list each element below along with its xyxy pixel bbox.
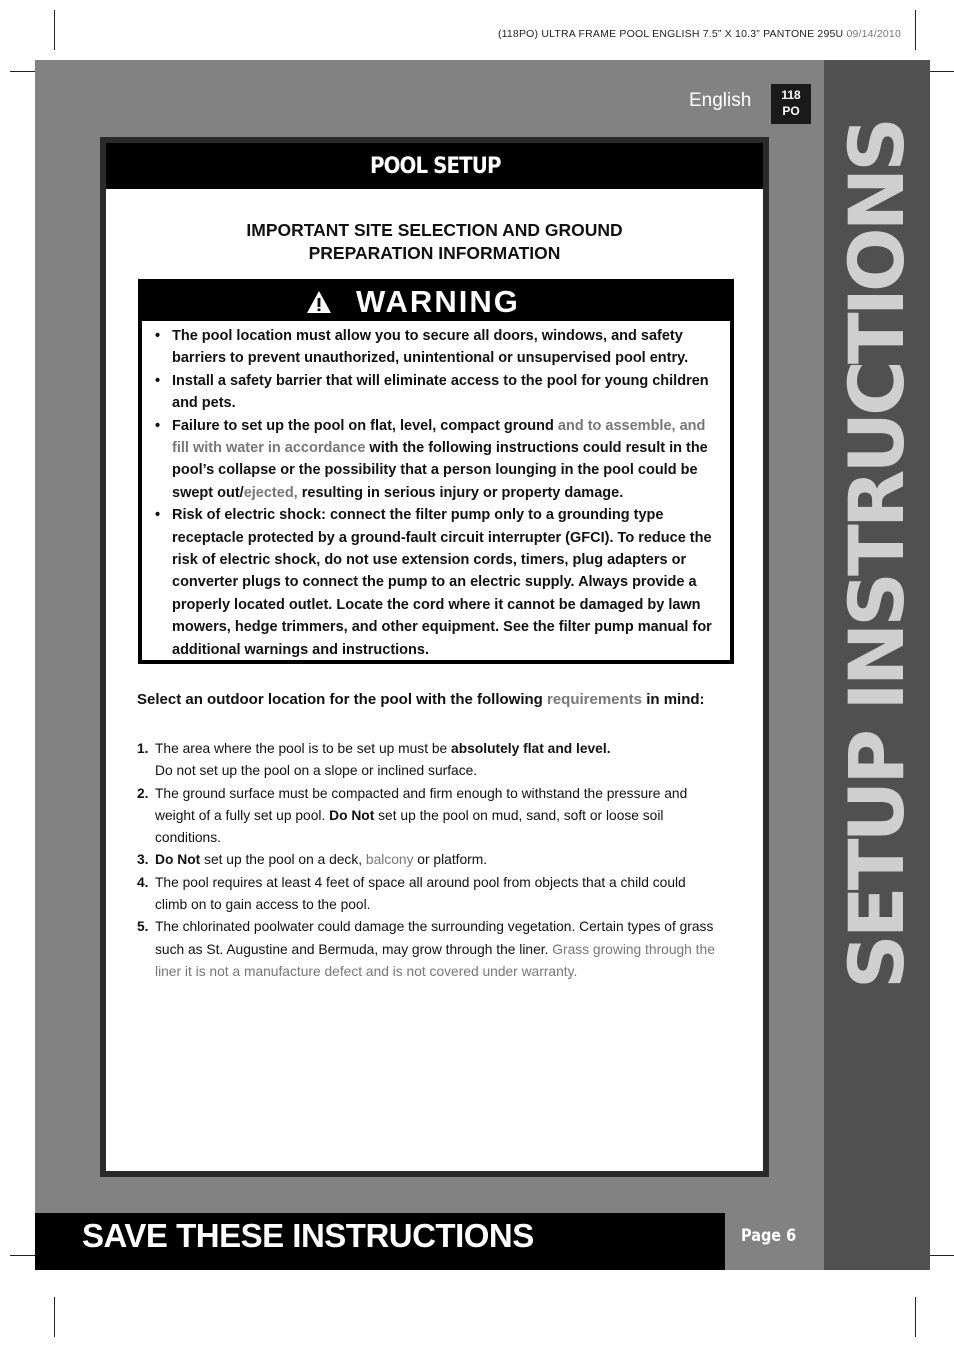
subtitle-line2: PREPARATION INFORMATION bbox=[308, 243, 561, 263]
side-strip bbox=[824, 60, 930, 1270]
requirement-text-muted: balcony bbox=[365, 852, 414, 868]
crop-mark bbox=[915, 10, 916, 50]
requirement-number: 4. bbox=[137, 874, 149, 890]
subtitle bbox=[106, 219, 763, 265]
warning-list bbox=[152, 325, 722, 661]
content-panel bbox=[100, 137, 769, 1177]
language-label: English bbox=[689, 90, 752, 111]
footer-bar bbox=[35, 1213, 725, 1270]
requirement-text: The pool requires at least 4 feet of space all around pool from objects that a child could climb on to gain access to the pool. bbox=[155, 874, 686, 913]
requirement-item bbox=[137, 849, 717, 871]
requirement-number: 5. bbox=[137, 919, 149, 935]
warning-text: resulting in serious injury or property damage. bbox=[297, 484, 624, 501]
warning-item bbox=[152, 415, 722, 505]
warning-item: • Risk of electric shock: connect the filter pump only to a grounding type receptacle protected by a ground-fault circuit interrupter (GFCI). To reduce the risk of electric shock, do not use extension cords, timers, plug adapters or converter plugs to connect the pump to an electric supply. Always provide a properly located outlet. Locate the cord where it cannot be damaged by lawn mowers, hedge trimmers, and other equipment. See the filter pump manual for additional warnings and instructions. bbox=[152, 504, 722, 661]
section-header bbox=[106, 143, 763, 189]
warning-triangle-icon bbox=[306, 290, 332, 314]
subtitle-line1: IMPORTANT SITE SELECTION AND GROUND bbox=[246, 220, 623, 240]
crop-mark bbox=[54, 1297, 55, 1337]
requirement-text: The chlorinated poolwater could damage the surrounding vegetation. Certain types of grass such as St. Augustine and Bermuda, may grow through the liner. bbox=[155, 919, 714, 957]
warning-text-muted: and to assemble, and fill with water in accordance bbox=[172, 417, 706, 457]
crop-mark bbox=[915, 1297, 916, 1337]
save-instructions-text: SAVE THESE INSTRUCTIONS bbox=[82, 1217, 534, 1254]
slug-text: (118PO) ULTRA FRAME POOL ENGLISH 7.5” X 10.3” PANTONE 295U bbox=[497, 28, 844, 40]
print-slug bbox=[498, 28, 901, 40]
section-title: POOL SETUP bbox=[370, 154, 501, 179]
requirement-text: The ground surface must be compacted and firm enough to withstand the pressure and weight of a fully set up pool. bbox=[155, 785, 688, 823]
model-code-line2: PO bbox=[782, 104, 800, 118]
requirement-item bbox=[137, 738, 717, 783]
requirements-list bbox=[137, 738, 717, 983]
warning-text: Failure to set up the pool on flat, level, compact ground bbox=[172, 417, 558, 434]
warning-title: WARNING bbox=[356, 284, 520, 319]
requirement-number: 2. bbox=[137, 785, 149, 801]
warning-item: • Install a safety barrier that will eliminate access to the pool for young children and pets. bbox=[152, 370, 722, 415]
requirement-emphasis: absolutely flat and level. bbox=[451, 741, 611, 756]
requirement-item bbox=[137, 872, 717, 917]
slug-date: 09/14/2010 bbox=[846, 28, 901, 40]
requirement-emphasis: Do Not bbox=[155, 852, 201, 868]
model-code-line1: 118 bbox=[781, 88, 801, 102]
requirement-text-muted: Grass growing through the liner it is not a manufacture defect and is not covered under warranty. bbox=[155, 941, 715, 979]
intro-text: in mind: bbox=[642, 691, 705, 708]
warning-item: • The pool location must allow you to secure all doors, windows, and safety barriers to prevent unauthorized, unintentional or unsupervised pool entry. bbox=[152, 325, 722, 370]
requirement-number: 1. bbox=[137, 741, 149, 756]
warning-text: with the following instructions could result in the pool’s collapse or the possibility that a person lounging in the pool could be swept out/ bbox=[172, 440, 708, 501]
intro-text: Select an outdoor location for the pool with the following bbox=[137, 691, 547, 708]
requirement-item bbox=[137, 916, 717, 983]
intro-text-muted: requirements bbox=[546, 691, 643, 708]
requirement-item bbox=[137, 783, 717, 850]
requirement-text: Do not set up the pool on a slope or inclined surface. bbox=[155, 763, 478, 779]
crop-mark bbox=[54, 10, 55, 50]
warning-text-muted: ejected, bbox=[243, 484, 298, 501]
model-code-badge bbox=[771, 84, 811, 124]
side-title: SETUP INSTRUCTIONS bbox=[832, 121, 921, 989]
requirement-number: 3. bbox=[137, 852, 149, 868]
page-number: Page 6 bbox=[741, 1226, 797, 1246]
warning-header bbox=[142, 283, 730, 321]
requirement-text: The area where the pool is to be set up must be bbox=[155, 741, 452, 756]
requirement-text: set up the pool on a deck, bbox=[200, 852, 366, 868]
warning-box bbox=[138, 279, 734, 664]
requirements-intro bbox=[137, 689, 717, 712]
requirement-text: set up the pool on mud, sand, soft or loose soil conditions. bbox=[155, 807, 664, 846]
requirement-emphasis: Do Not bbox=[329, 807, 375, 823]
requirement-text: or platform. bbox=[413, 852, 488, 868]
